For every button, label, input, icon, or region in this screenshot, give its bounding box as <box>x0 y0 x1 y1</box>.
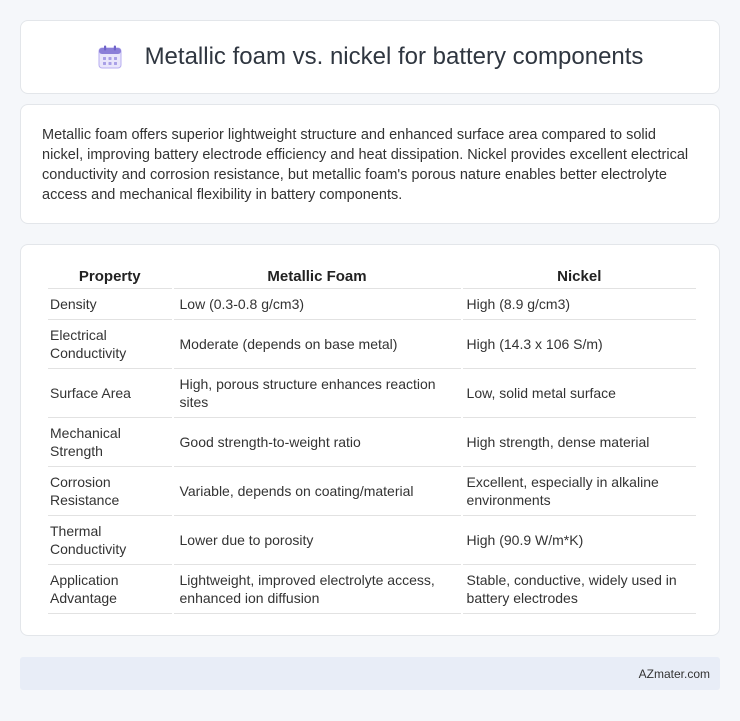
nickel-cell: High strength, dense material <box>463 418 696 467</box>
nickel-cell: High (90.9 W/m*K) <box>463 516 696 565</box>
metallic-foam-cell: Variable, depends on coating/material <box>174 467 461 516</box>
table-row <box>48 516 696 565</box>
metallic-foam-cell: Lower due to porosity <box>174 516 461 565</box>
metallic-foam-cell: Moderate (depends on base metal) <box>174 320 461 369</box>
footer-brand: AZmater.com <box>638 666 710 681</box>
nickel-cell: Excellent, especially in alkaline environments <box>463 467 696 516</box>
comparison-table <box>46 265 698 614</box>
summary-card <box>20 104 720 224</box>
property-cell: Application Advantage <box>48 565 172 614</box>
table-row <box>48 565 696 614</box>
header-nickel: Nickel <box>463 265 696 289</box>
nickel-cell: High (8.9 g/cm3) <box>463 289 696 320</box>
comparison-table-card <box>20 244 720 636</box>
header-property: Property <box>48 265 172 289</box>
table-row <box>48 467 696 516</box>
property-cell: Surface Area <box>48 369 172 418</box>
calendar-icon <box>97 44 123 70</box>
page-title: Metallic foam vs. nickel for battery components <box>144 43 644 70</box>
nickel-cell: Low, solid metal surface <box>463 369 696 418</box>
table-row <box>48 320 696 369</box>
metallic-foam-cell: High, porous structure enhances reaction sites <box>174 369 461 418</box>
nickel-cell: Stable, conductive, widely used in battery electrodes <box>463 565 696 614</box>
property-cell: Corrosion Resistance <box>48 467 172 516</box>
property-cell: Electrical Conductivity <box>48 320 172 369</box>
title-card <box>20 20 720 94</box>
nickel-cell: High (14.3 x 106 S/m) <box>463 320 696 369</box>
table-row <box>48 289 696 320</box>
property-cell: Density <box>48 289 172 320</box>
property-cell: Mechanical Strength <box>48 418 172 467</box>
summary-text: Metallic foam offers superior lightweight structure and enhanced surface area compared to solid nickel, improving battery electrode efficiency and heat dissipation. Nickel provides excellent electrical conductivity and corrosion resistance, but metallic foam's porous nature enables better electrolyte access and mechanical flexibility in battery components. <box>42 127 689 203</box>
metallic-foam-cell: Good strength-to-weight ratio <box>174 418 461 467</box>
footer <box>20 657 720 690</box>
table-row <box>48 418 696 467</box>
metallic-foam-cell: Low (0.3-0.8 g/cm3) <box>174 289 461 320</box>
property-cell: Thermal Conductivity <box>48 516 172 565</box>
header-metallic-foam: Metallic Foam <box>174 265 461 289</box>
metallic-foam-cell: Lightweight, improved electrolyte access, enhanced ion diffusion <box>174 565 461 614</box>
table-row <box>48 369 696 418</box>
